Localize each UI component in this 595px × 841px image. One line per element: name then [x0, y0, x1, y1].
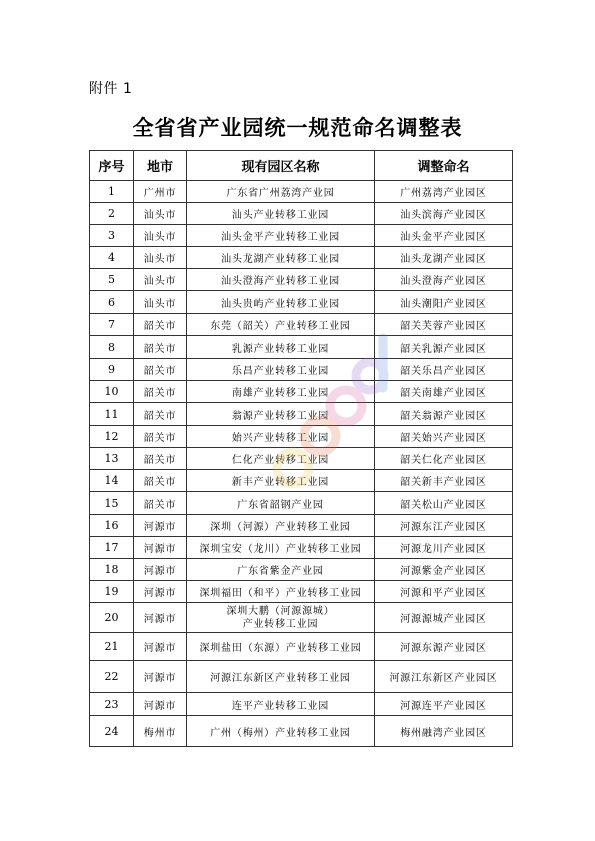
cell-current-park-name: 广东省广州荔湾产业园 — [187, 181, 375, 203]
table-row — [90, 426, 513, 448]
cell-city: 广州市 — [134, 181, 187, 203]
cell-serial-number: 9 — [90, 359, 134, 381]
table-row — [90, 537, 513, 559]
table-row — [90, 269, 513, 291]
cell-current-park-name: 新丰产业转移工业园 — [187, 470, 375, 492]
cell-current-park-name: 南雄产业转移工业园 — [187, 381, 375, 403]
table-row — [90, 716, 513, 747]
cell-current-park-name: 汕头贵屿产业转移工业园 — [187, 291, 375, 314]
cell-serial-number: 14 — [90, 470, 134, 492]
table-row — [90, 448, 513, 470]
header-current-park-name: 现有园区名称 — [187, 151, 375, 181]
table-row — [90, 492, 513, 515]
cell-current-park-name: 始兴产业转移工业园 — [187, 426, 375, 448]
cell-city: 河源市 — [134, 661, 187, 693]
cell-city: 韶关市 — [134, 359, 187, 381]
attachment-label: 附件 1 — [89, 81, 133, 97]
cell-city: 河源市 — [134, 603, 187, 633]
cell-current-park-name: 乳源产业转移工业园 — [187, 336, 375, 359]
header-adjusted-name: 调整命名 — [375, 151, 513, 181]
cell-current-park-name: 连平产业转移工业园 — [187, 693, 375, 716]
park-renaming-table — [89, 150, 513, 747]
cell-city: 韶关市 — [134, 492, 187, 515]
cell-city: 韶关市 — [134, 403, 187, 426]
cell-serial-number: 19 — [90, 581, 134, 603]
cell-serial-number: 2 — [90, 203, 134, 225]
cell-current-park-name: 深圳福田（和平）产业转移工业园 — [187, 581, 375, 603]
cell-adjusted-name: 汕头潮阳产业园区 — [375, 291, 513, 314]
cell-serial-number: 3 — [90, 225, 134, 247]
cell-serial-number: 1 — [90, 181, 134, 203]
table-row — [90, 225, 513, 247]
cell-adjusted-name: 广州荔湾产业园区 — [375, 181, 513, 203]
cell-city: 汕头市 — [134, 269, 187, 291]
header-city: 地市 — [134, 151, 187, 181]
cell-city: 韶关市 — [134, 448, 187, 470]
cell-adjusted-name: 河源紫金产业园区 — [375, 559, 513, 581]
cell-city: 河源市 — [134, 581, 187, 603]
cell-city: 汕头市 — [134, 225, 187, 247]
table-row — [90, 661, 513, 693]
cell-serial-number: 16 — [90, 515, 134, 537]
cell-serial-number: 21 — [90, 633, 134, 661]
cell-current-park-name: 广东省紫金产业园 — [187, 559, 375, 581]
table-row — [90, 581, 513, 603]
table-row — [90, 291, 513, 314]
cell-adjusted-name: 梅州融湾产业园区 — [375, 716, 513, 747]
cell-adjusted-name: 河源源城产业园区 — [375, 603, 513, 633]
table-header-row — [90, 151, 513, 181]
cell-adjusted-name: 河源龙川产业园区 — [375, 537, 513, 559]
cell-city: 河源市 — [134, 559, 187, 581]
table-row — [90, 693, 513, 716]
cell-serial-number: 10 — [90, 381, 134, 403]
cell-city: 河源市 — [134, 693, 187, 716]
cell-city: 汕头市 — [134, 291, 187, 314]
cell-current-park-name: 深圳大鹏（河源源城） 产业转移工业园 — [187, 603, 375, 633]
cell-current-park-name: 东莞（韶关）产业转移工业园 — [187, 314, 375, 336]
cell-serial-number: 5 — [90, 269, 134, 291]
table-row — [90, 633, 513, 661]
table-row — [90, 559, 513, 581]
cell-serial-number: 22 — [90, 661, 134, 693]
cell-adjusted-name: 韶关新丰产业园区 — [375, 470, 513, 492]
cell-serial-number: 6 — [90, 291, 134, 314]
table-row — [90, 470, 513, 492]
cell-current-park-name: 广州（梅州）产业转移工业园 — [187, 716, 375, 747]
table-row — [90, 381, 513, 403]
cell-city: 韶关市 — [134, 470, 187, 492]
cell-serial-number: 18 — [90, 559, 134, 581]
cell-city: 梅州市 — [134, 716, 187, 747]
cell-city: 汕头市 — [134, 247, 187, 269]
cell-adjusted-name: 韶关翁源产业园区 — [375, 403, 513, 426]
cell-serial-number: 12 — [90, 426, 134, 448]
cell-serial-number: 8 — [90, 336, 134, 359]
document-title: 全省省产业园统一规范命名调整表 — [132, 116, 463, 140]
table-row — [90, 181, 513, 203]
cell-serial-number: 23 — [90, 693, 134, 716]
cell-adjusted-name: 汕头澄海产业园区 — [375, 269, 513, 291]
cell-current-park-name: 广东省韶钢产业园 — [187, 492, 375, 515]
cell-adjusted-name: 汕头金平产业园区 — [375, 225, 513, 247]
cell-serial-number: 24 — [90, 716, 134, 747]
table-row — [90, 247, 513, 269]
cell-adjusted-name: 河源连平产业园区 — [375, 693, 513, 716]
cell-current-park-name: 深圳（河源）产业转移工业园 — [187, 515, 375, 537]
cell-current-park-name: 汕头金平产业转移工业园 — [187, 225, 375, 247]
cell-adjusted-name: 河源江东新区产业园区 — [375, 661, 513, 693]
cell-current-park-name: 深圳盐田（东源）产业转移工业园 — [187, 633, 375, 661]
cell-current-park-name: 仁化产业转移工业园 — [187, 448, 375, 470]
cell-city: 韶关市 — [134, 336, 187, 359]
table-row — [90, 314, 513, 336]
cell-serial-number: 15 — [90, 492, 134, 515]
cell-current-park-name: 河源江东新区产业转移工业园 — [187, 661, 375, 693]
cell-current-park-name: 深圳宝安（龙川）产业转移工业园 — [187, 537, 375, 559]
cell-adjusted-name: 韶关仁化产业园区 — [375, 448, 513, 470]
cell-city: 河源市 — [134, 633, 187, 661]
cell-adjusted-name: 韶关始兴产业园区 — [375, 426, 513, 448]
table-row — [90, 515, 513, 537]
table-row — [90, 359, 513, 381]
cell-serial-number: 17 — [90, 537, 134, 559]
header-serial-number: 序号 — [90, 151, 134, 181]
cell-adjusted-name: 韶关乐昌产业园区 — [375, 359, 513, 381]
table-row — [90, 203, 513, 225]
cell-serial-number: 7 — [90, 314, 134, 336]
cell-current-park-name: 乐昌产业转移工业园 — [187, 359, 375, 381]
cell-current-park-name: 汕头产业转移工业园 — [187, 203, 375, 225]
table-row — [90, 403, 513, 426]
cell-adjusted-name: 汕头滨海产业园区 — [375, 203, 513, 225]
cell-city: 韶关市 — [134, 381, 187, 403]
cell-adjusted-name: 河源东江产业园区 — [375, 515, 513, 537]
cell-adjusted-name: 韶关乳源产业园区 — [375, 336, 513, 359]
cell-current-park-name: 汕头龙湖产业转移工业园 — [187, 247, 375, 269]
cell-adjusted-name: 汕头龙湖产业园区 — [375, 247, 513, 269]
table-row — [90, 336, 513, 359]
cell-serial-number: 4 — [90, 247, 134, 269]
cell-adjusted-name: 韶关芙蓉产业园区 — [375, 314, 513, 336]
cell-adjusted-name: 河源东源产业园区 — [375, 633, 513, 661]
cell-city: 韶关市 — [134, 426, 187, 448]
cell-adjusted-name: 韶关南雄产业园区 — [375, 381, 513, 403]
cell-serial-number: 11 — [90, 403, 134, 426]
cell-adjusted-name: 韶关松山产业园区 — [375, 492, 513, 515]
cell-city: 河源市 — [134, 515, 187, 537]
cell-current-park-name: 翁源产业转移工业园 — [187, 403, 375, 426]
cell-adjusted-name: 河源和平产业园区 — [375, 581, 513, 603]
cell-city: 韶关市 — [134, 314, 187, 336]
cell-serial-number: 20 — [90, 603, 134, 633]
table-body — [90, 181, 513, 747]
cell-city: 汕头市 — [134, 203, 187, 225]
cell-city: 河源市 — [134, 537, 187, 559]
cell-serial-number: 13 — [90, 448, 134, 470]
cell-current-park-name: 汕头澄海产业转移工业园 — [187, 269, 375, 291]
table-row — [90, 603, 513, 633]
